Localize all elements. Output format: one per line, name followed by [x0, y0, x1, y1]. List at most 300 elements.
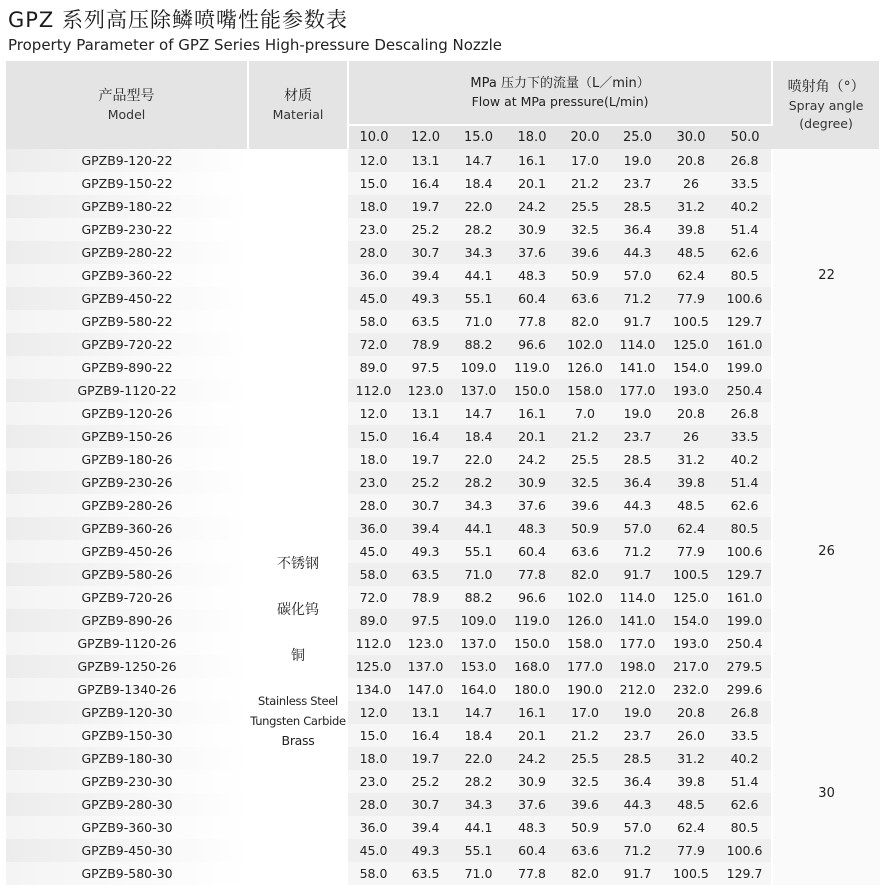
flow-value-cell: 299.6: [718, 678, 772, 701]
flow-value-cell: 28.2: [452, 471, 505, 494]
model-cell: GPZB9-230-30: [6, 770, 248, 793]
flow-value-cell: 28.0: [348, 241, 399, 264]
flow-value-cell: 80.5: [718, 816, 772, 839]
flow-value-cell: 77.9: [664, 540, 718, 563]
flow-value-cell: 17.0: [559, 149, 611, 172]
flow-value-cell: 25.5: [559, 448, 611, 471]
table-row: [6, 655, 880, 678]
flow-value-cell: 125.0: [664, 586, 718, 609]
flow-value-cell: 36.0: [348, 816, 399, 839]
flow-value-cell: 7.0: [559, 402, 611, 425]
table-row: [6, 425, 880, 448]
flow-value-cell: 109.0: [452, 609, 505, 632]
flow-value-cell: 25.5: [559, 195, 611, 218]
flow-value-cell: 12.0: [348, 149, 399, 172]
flow-value-cell: 20.8: [664, 149, 718, 172]
flow-value-cell: 77.8: [505, 563, 559, 586]
pressure-header-cell: 50.0: [718, 125, 772, 149]
spray-angle-cell: 26: [772, 402, 880, 701]
model-cell: GPZB9-120-22: [6, 149, 248, 172]
flow-value-cell: 48.5: [664, 241, 718, 264]
flow-value-cell: 112.0: [348, 379, 399, 402]
table-row: [6, 586, 880, 609]
flow-value-cell: 26.8: [718, 701, 772, 724]
flow-value-cell: 18.4: [452, 724, 505, 747]
flow-value-cell: 30.9: [505, 471, 559, 494]
flow-value-cell: 25.2: [399, 770, 452, 793]
model-cell: GPZB9-1120-22: [6, 379, 248, 402]
material-header-cn: 材质: [284, 88, 312, 104]
flow-value-cell: 250.4: [718, 632, 772, 655]
flow-value-cell: 20.1: [505, 724, 559, 747]
flow-value-cell: 97.5: [399, 356, 452, 379]
flow-value-cell: 55.1: [452, 839, 505, 862]
model-cell: GPZB9-450-30: [6, 839, 248, 862]
spray-angle-header: [772, 61, 880, 149]
parameter-table: [6, 61, 881, 885]
flow-value-cell: 36.0: [348, 517, 399, 540]
flow-value-cell: 36.0: [348, 264, 399, 287]
model-cell: GPZB9-580-22: [6, 310, 248, 333]
flow-value-cell: 198.0: [611, 655, 664, 678]
model-cell: GPZB9-230-26: [6, 471, 248, 494]
flow-value-cell: 39.8: [664, 471, 718, 494]
flow-value-cell: 30.9: [505, 218, 559, 241]
model-cell: GPZB9-150-22: [6, 172, 248, 195]
table-row: [6, 264, 880, 287]
flow-value-cell: 40.2: [718, 195, 772, 218]
flow-value-cell: 12.0: [348, 701, 399, 724]
flow-value-cell: 63.5: [399, 862, 452, 885]
flow-value-cell: 193.0: [664, 632, 718, 655]
flow-value-cell: 114.0: [611, 333, 664, 356]
flow-value-cell: 48.3: [505, 264, 559, 287]
flow-value-cell: 39.8: [664, 770, 718, 793]
flow-value-cell: 164.0: [452, 678, 505, 701]
table-row: [6, 356, 880, 379]
flow-value-cell: 50.9: [559, 264, 611, 287]
flow-value-cell: 77.8: [505, 310, 559, 333]
flow-value-cell: 23.0: [348, 471, 399, 494]
flow-value-cell: 129.7: [718, 862, 772, 885]
flow-value-cell: 91.7: [611, 310, 664, 333]
flow-value-cell: 119.0: [505, 356, 559, 379]
table-row: [6, 149, 880, 172]
flow-value-cell: 212.0: [611, 678, 664, 701]
flow-value-cell: 39.6: [559, 241, 611, 264]
table-row: [6, 241, 880, 264]
flow-value-cell: 26.8: [718, 402, 772, 425]
flow-value-cell: 72.0: [348, 333, 399, 356]
flow-value-cell: 78.9: [399, 586, 452, 609]
flow-value-cell: 40.2: [718, 448, 772, 471]
flow-value-cell: 32.5: [559, 471, 611, 494]
flow-value-cell: 45.0: [348, 540, 399, 563]
flow-value-cell: 58.0: [348, 862, 399, 885]
flow-value-cell: 71.0: [452, 563, 505, 586]
model-cell: GPZB9-180-26: [6, 448, 248, 471]
flow-value-cell: 232.0: [664, 678, 718, 701]
model-cell: GPZB9-180-22: [6, 195, 248, 218]
flow-value-cell: 100.6: [718, 287, 772, 310]
flow-value-cell: 62.6: [718, 793, 772, 816]
flow-value-cell: 32.5: [559, 770, 611, 793]
spray-angle-header-en-1: Spray angle: [788, 98, 864, 113]
flow-value-cell: 71.0: [452, 310, 505, 333]
flow-value-cell: 63.6: [559, 287, 611, 310]
flow-value-cell: 26.8: [718, 149, 772, 172]
flow-value-cell: 123.0: [399, 632, 452, 655]
flow-value-cell: 31.2: [664, 195, 718, 218]
flow-value-cell: 34.3: [452, 793, 505, 816]
table-row: [6, 172, 880, 195]
flow-value-cell: 119.0: [505, 609, 559, 632]
flow-value-cell: 22.0: [452, 747, 505, 770]
flow-value-cell: 21.2: [559, 425, 611, 448]
material-header-en: Material: [272, 107, 324, 122]
flow-value-cell: 34.3: [452, 494, 505, 517]
flow-value-cell: 44.3: [611, 494, 664, 517]
flow-value-cell: 63.5: [399, 310, 452, 333]
table-row: [6, 609, 880, 632]
flow-value-cell: 22.0: [452, 195, 505, 218]
model-cell: GPZB9-360-22: [6, 264, 248, 287]
model-cell: GPZB9-720-26: [6, 586, 248, 609]
flow-value-cell: 77.8: [505, 862, 559, 885]
flow-value-cell: 28.0: [348, 793, 399, 816]
flow-value-cell: 147.0: [399, 678, 452, 701]
flow-value-cell: 16.4: [399, 724, 452, 747]
flow-value-cell: 37.6: [505, 494, 559, 517]
model-cell: GPZB9-1340-26: [6, 678, 248, 701]
flow-value-cell: 19.7: [399, 747, 452, 770]
flow-value-cell: 100.5: [664, 563, 718, 586]
flow-value-cell: 24.2: [505, 747, 559, 770]
flow-value-cell: 19.7: [399, 448, 452, 471]
flow-value-cell: 30.7: [399, 494, 452, 517]
flow-value-cell: 18.0: [348, 195, 399, 218]
table-row: [6, 494, 880, 517]
model-cell: GPZB9-280-22: [6, 241, 248, 264]
table-row: [6, 770, 880, 793]
flow-value-cell: 137.0: [452, 379, 505, 402]
flow-value-cell: 102.0: [559, 586, 611, 609]
model-cell: GPZB9-280-30: [6, 793, 248, 816]
flow-value-cell: 31.2: [664, 448, 718, 471]
flow-value-cell: 100.6: [718, 839, 772, 862]
flow-value-cell: 129.7: [718, 310, 772, 333]
model-cell: GPZB9-180-30: [6, 747, 248, 770]
flow-value-cell: 34.3: [452, 241, 505, 264]
flow-value-cell: 20.8: [664, 701, 718, 724]
flow-value-cell: 44.1: [452, 816, 505, 839]
model-cell: GPZB9-1250-26: [6, 655, 248, 678]
flow-value-cell: 28.5: [611, 195, 664, 218]
flow-value-cell: 154.0: [664, 356, 718, 379]
flow-value-cell: 44.1: [452, 264, 505, 287]
flow-value-cell: 91.7: [611, 862, 664, 885]
flow-value-cell: 48.3: [505, 816, 559, 839]
table-row: [6, 287, 880, 310]
table-row: [6, 195, 880, 218]
flow-value-cell: 62.6: [718, 241, 772, 264]
flow-value-cell: 71.2: [611, 839, 664, 862]
model-cell: GPZB9-150-26: [6, 425, 248, 448]
flow-value-cell: 60.4: [505, 287, 559, 310]
material-name-cn: 碳化钨: [277, 602, 319, 618]
flow-value-cell: 39.6: [559, 793, 611, 816]
flow-value-cell: 72.0: [348, 586, 399, 609]
flow-value-cell: 20.1: [505, 425, 559, 448]
pressure-header-cell: 15.0: [452, 125, 505, 149]
table-row: [6, 724, 880, 747]
flow-value-cell: 125.0: [348, 655, 399, 678]
flow-value-cell: 177.0: [559, 655, 611, 678]
flow-value-cell: 96.6: [505, 333, 559, 356]
material-list: [248, 553, 348, 751]
flow-value-cell: 22.0: [452, 448, 505, 471]
flow-value-cell: 123.0: [399, 379, 452, 402]
flow-value-cell: 48.3: [505, 517, 559, 540]
flow-value-cell: 28.2: [452, 770, 505, 793]
flow-value-cell: 112.0: [348, 632, 399, 655]
flow-value-cell: 51.4: [718, 471, 772, 494]
flow-value-cell: 37.6: [505, 793, 559, 816]
flow-value-cell: 19.7: [399, 195, 452, 218]
flow-value-cell: 161.0: [718, 333, 772, 356]
flow-value-cell: 80.5: [718, 264, 772, 287]
pressure-header-cell: 25.0: [611, 125, 664, 149]
flow-value-cell: 153.0: [452, 655, 505, 678]
table-row: [6, 379, 880, 402]
flow-value-cell: 31.2: [664, 747, 718, 770]
flow-header-en: Flow at MPa pressure(L/min): [471, 93, 649, 109]
table-row: [6, 747, 880, 770]
flow-value-cell: 16.4: [399, 425, 452, 448]
table-row: [6, 839, 880, 862]
flow-value-cell: 23.7: [611, 425, 664, 448]
model-cell: GPZB9-150-30: [6, 724, 248, 747]
flow-value-cell: 134.0: [348, 678, 399, 701]
flow-value-cell: 26.0: [664, 724, 718, 747]
flow-value-cell: 16.1: [505, 701, 559, 724]
table-row: [6, 218, 880, 241]
model-header-cn: 产品型号: [98, 88, 155, 104]
flow-value-cell: 44.3: [611, 793, 664, 816]
flow-value-cell: 45.0: [348, 839, 399, 862]
flow-value-cell: 109.0: [452, 356, 505, 379]
material-name-en: Brass: [281, 733, 315, 748]
flow-value-cell: 51.4: [718, 218, 772, 241]
table-body: [6, 149, 880, 885]
flow-value-cell: 39.6: [559, 494, 611, 517]
flow-value-cell: 37.6: [505, 241, 559, 264]
table-row: [6, 471, 880, 494]
table-row: [6, 402, 880, 425]
table-row: [6, 333, 880, 356]
flow-value-cell: 15.0: [348, 172, 399, 195]
flow-value-cell: 193.0: [664, 379, 718, 402]
flow-value-cell: 71.2: [611, 540, 664, 563]
spray-angle-header-cn: 喷射角（°）: [787, 79, 865, 95]
pressure-header-cell: 20.0: [559, 125, 611, 149]
flow-header: [348, 61, 772, 125]
model-cell: GPZB9-120-26: [6, 402, 248, 425]
flow-value-cell: 57.0: [611, 264, 664, 287]
pressure-header-cell: 10.0: [348, 125, 399, 149]
flow-value-cell: 18.4: [452, 425, 505, 448]
table-row: [6, 793, 880, 816]
flow-value-cell: 15.0: [348, 425, 399, 448]
material-name-cn: 不锈钢: [277, 556, 319, 572]
flow-value-cell: 14.7: [452, 149, 505, 172]
flow-value-cell: 14.7: [452, 402, 505, 425]
material-name-en: Stainless Steel: [258, 694, 338, 708]
flow-value-cell: 129.7: [718, 563, 772, 586]
pressure-header-cell: 30.0: [664, 125, 718, 149]
flow-value-cell: 44.1: [452, 517, 505, 540]
flow-value-cell: 30.9: [505, 770, 559, 793]
material-header: [248, 61, 348, 149]
flow-value-cell: 82.0: [559, 310, 611, 333]
flow-value-cell: 19.0: [611, 402, 664, 425]
table-row: [6, 448, 880, 471]
flow-value-cell: 17.0: [559, 701, 611, 724]
flow-value-cell: 126.0: [559, 609, 611, 632]
flow-value-cell: 16.4: [399, 172, 452, 195]
flow-value-cell: 49.3: [399, 540, 452, 563]
flow-value-cell: 26: [664, 172, 718, 195]
flow-value-cell: 14.7: [452, 701, 505, 724]
flow-value-cell: 40.2: [718, 747, 772, 770]
flow-value-cell: 88.2: [452, 333, 505, 356]
flow-value-cell: 30.7: [399, 793, 452, 816]
model-header-en: Model: [107, 107, 146, 122]
model-cell: GPZB9-890-26: [6, 609, 248, 632]
flow-value-cell: 18.0: [348, 747, 399, 770]
model-cell: GPZB9-890-22: [6, 356, 248, 379]
spray-angle-cell: 30: [772, 701, 880, 885]
flow-value-cell: 16.1: [505, 402, 559, 425]
model-cell: GPZB9-450-22: [6, 287, 248, 310]
table-row: [6, 632, 880, 655]
spray-angle-header-en-2: (degree): [799, 116, 853, 131]
model-cell: GPZB9-580-30: [6, 862, 248, 885]
page-subtitle: Property Parameter of GPZ Series High-pressure Descaling Nozzle: [8, 36, 503, 54]
flow-value-cell: 36.4: [611, 218, 664, 241]
flow-value-cell: 49.3: [399, 287, 452, 310]
flow-value-cell: 18.0: [348, 448, 399, 471]
flow-value-cell: 279.5: [718, 655, 772, 678]
flow-value-cell: 158.0: [559, 379, 611, 402]
flow-value-cell: 71.2: [611, 287, 664, 310]
flow-header-cn: MPa 压力下的流量（L／min）: [470, 75, 650, 91]
flow-value-cell: 97.5: [399, 609, 452, 632]
flow-value-cell: 20.1: [505, 172, 559, 195]
flow-value-cell: 39.4: [399, 517, 452, 540]
flow-value-cell: 12.0: [348, 402, 399, 425]
flow-value-cell: 62.4: [664, 264, 718, 287]
page-title: GPZ 系列高压除鳞喷嘴性能参数表: [8, 8, 348, 32]
model-cell: GPZB9-360-26: [6, 517, 248, 540]
flow-value-cell: 62.6: [718, 494, 772, 517]
table-row: [6, 517, 880, 540]
flow-value-cell: 20.8: [664, 402, 718, 425]
flow-value-cell: 23.7: [611, 172, 664, 195]
flow-value-cell: 141.0: [611, 609, 664, 632]
flow-value-cell: 141.0: [611, 356, 664, 379]
flow-value-cell: 58.0: [348, 563, 399, 586]
flow-value-cell: 126.0: [559, 356, 611, 379]
spray-angle-cell: 22: [772, 149, 880, 402]
material-name-cn: 铜: [291, 648, 305, 664]
flow-value-cell: 49.3: [399, 839, 452, 862]
model-cell: GPZB9-1120-26: [6, 632, 248, 655]
model-cell: GPZB9-120-30: [6, 701, 248, 724]
flow-value-cell: 55.1: [452, 540, 505, 563]
flow-value-cell: 57.0: [611, 816, 664, 839]
flow-value-cell: 44.3: [611, 241, 664, 264]
flow-value-cell: 62.4: [664, 816, 718, 839]
flow-value-cell: 32.5: [559, 218, 611, 241]
flow-value-cell: 58.0: [348, 310, 399, 333]
flow-value-cell: 26: [664, 425, 718, 448]
flow-value-cell: 16.1: [505, 149, 559, 172]
flow-value-cell: 33.5: [718, 425, 772, 448]
flow-value-cell: 158.0: [559, 632, 611, 655]
flow-value-cell: 28.5: [611, 448, 664, 471]
table-row: [6, 310, 880, 333]
flow-value-cell: 28.0: [348, 494, 399, 517]
material-name-en: Tungsten Carbide: [250, 714, 346, 728]
flow-value-cell: 137.0: [452, 632, 505, 655]
model-cell: GPZB9-580-26: [6, 563, 248, 586]
flow-value-cell: 25.2: [399, 218, 452, 241]
flow-value-cell: 50.9: [559, 517, 611, 540]
flow-value-cell: 28.5: [611, 747, 664, 770]
table-row: [6, 540, 880, 563]
table-row: [6, 701, 880, 724]
flow-value-cell: 36.4: [611, 471, 664, 494]
flow-value-cell: 24.2: [505, 448, 559, 471]
flow-value-cell: 19.0: [611, 149, 664, 172]
flow-value-cell: 62.4: [664, 517, 718, 540]
flow-value-cell: 13.1: [399, 149, 452, 172]
model-cell: GPZB9-230-22: [6, 218, 248, 241]
flow-value-cell: 63.6: [559, 540, 611, 563]
flow-value-cell: 177.0: [611, 632, 664, 655]
flow-value-cell: 60.4: [505, 540, 559, 563]
flow-value-cell: 137.0: [399, 655, 452, 678]
flow-value-cell: 33.5: [718, 724, 772, 747]
flow-value-cell: 114.0: [611, 586, 664, 609]
material-cell: [248, 149, 348, 885]
model-cell: GPZB9-280-26: [6, 494, 248, 517]
model-header: [6, 61, 248, 149]
flow-value-cell: 102.0: [559, 333, 611, 356]
flow-value-cell: 150.0: [505, 632, 559, 655]
flow-value-cell: 13.1: [399, 701, 452, 724]
flow-value-cell: 125.0: [664, 333, 718, 356]
flow-value-cell: 100.6: [718, 540, 772, 563]
flow-value-cell: 24.2: [505, 195, 559, 218]
table-row: [6, 816, 880, 839]
flow-value-cell: 36.4: [611, 770, 664, 793]
flow-value-cell: 21.2: [559, 724, 611, 747]
flow-value-cell: 91.7: [611, 563, 664, 586]
flow-value-cell: 88.2: [452, 586, 505, 609]
model-cell: GPZB9-450-26: [6, 540, 248, 563]
